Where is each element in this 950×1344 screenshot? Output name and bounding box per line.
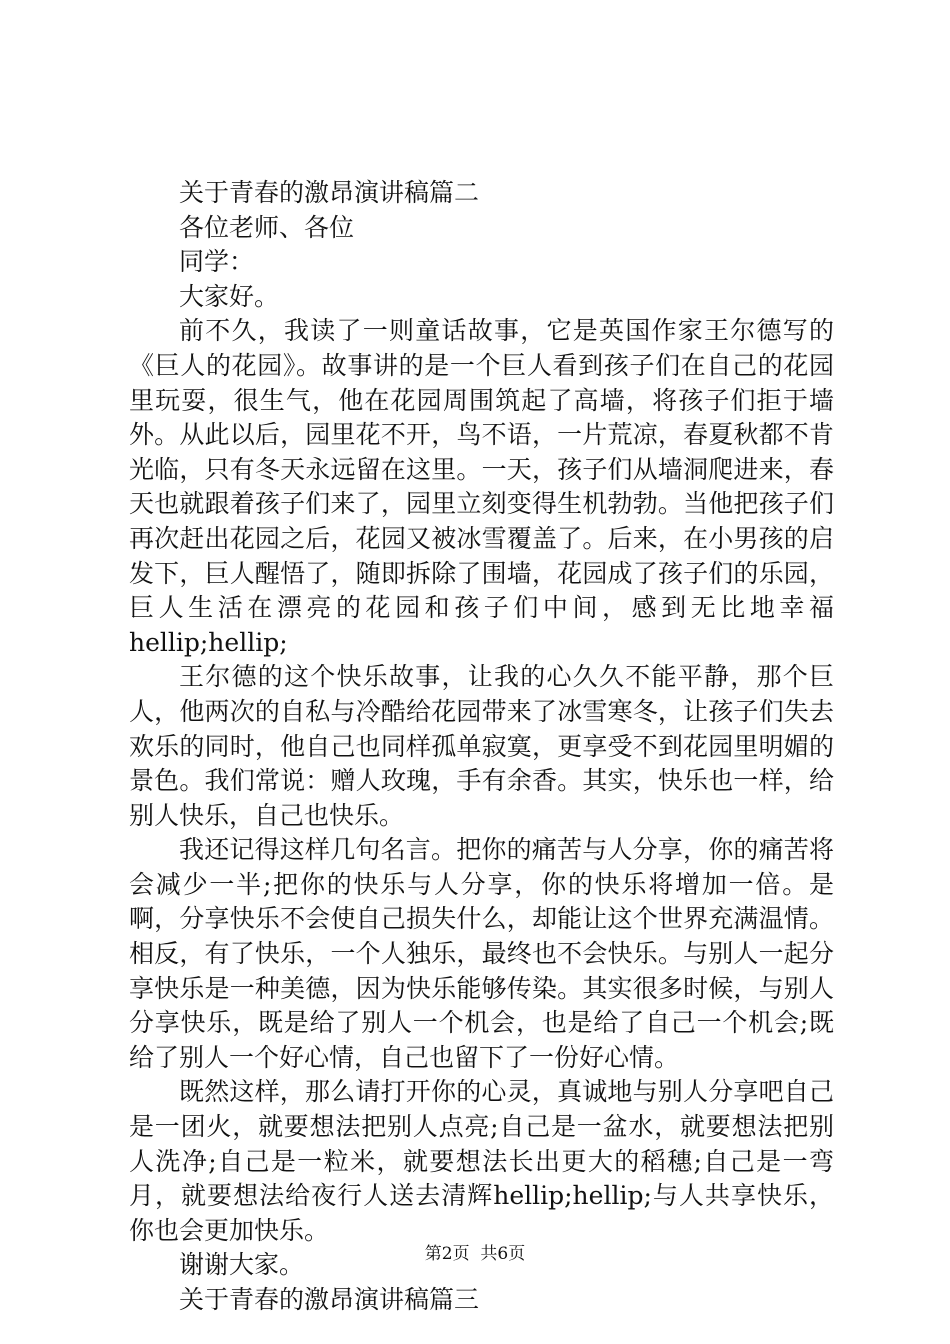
- body-paragraph: 既然这样，那么请打开你的心灵，真诚地与别人分享吧自己是一团火，就要想法把别人点亮;自己是一盆水，就要想法把别人洗净;自己是一粒米，就要想法长出更大的稻穗;自己是一弯月，就要想法给夜行人送去清辉hellip;hellip;与人共享快乐，你也会更加快乐。: [129, 1077, 834, 1245]
- section-heading: 关于青春的激昂演讲稿篇三: [179, 1285, 480, 1314]
- salutation-line: 同学：: [179, 247, 255, 277]
- body-paragraph: 王尔德的这个快乐故事，让我的心久久不能平静，那个巨人，他两次的自私与冷酷给花园带来了冰雪寒冬，让孩子们失去欢乐的同时，他自己也同样孤单寂寞，更享受不到花园里明媚的景色。我们常说：赠人玫瑰，手有余香。其实，快乐也一样，给别人快乐，自己也快乐。: [129, 662, 834, 830]
- salutation-line: 各位老师、各位: [179, 212, 355, 242]
- section-heading: 关于青春的激昂演讲稿篇二: [179, 178, 480, 207]
- page-number-footer: 第2页 共6页: [424, 1244, 526, 1264]
- greeting-line: 大家好。: [179, 281, 280, 311]
- closing-line: 谢谢大家。: [179, 1250, 305, 1280]
- document-body: [129, 176, 834, 1318]
- body-paragraph: 我还记得这样几句名言。把你的痛苦与人分享，你的痛苦将会减少一半;把你的快乐与人分享，你的快乐将增加一倍。是啊，分享快乐不会使自己损失什么，却能让这个世界充满温情。相反，有了快乐，一个人独乐，最终也不会快乐。与别人一起分享快乐是一种美德，因为快乐能够传染。其实很多时候，与别人分享快乐，既是给了别人一个机会，也是给了自己一个机会;既给了别人一个好心情，自己也留下了一份好心情。: [129, 835, 834, 1072]
- body-paragraph: 前不久，我读了一则童话故事，它是英国作家王尔德写的《巨人的花园》。故事讲的是一个巨人看到孩子们在自己的花园里玩耍，很生气，他在花园周围筑起了高墙，将孩子们拒于墙外。从此以后，园里花不开，鸟不语，一片荒凉，春夏秋都不肯光临，只有冬天永远留在这里。一天，孩子们从墙洞爬进来，春天也就跟着孩子们来了，园里立刻变得生机勃勃。当他把孩子们再次赶出花园之后，花园又被冰雪覆盖了。后来，在小男孩的启发下，巨人醒悟了，随即拆除了围墙，花园成了孩子们的乐园，巨人生活在漂亮的花园和孩子们中间，感到无比地幸福hellip;hellip;: [129, 316, 834, 657]
